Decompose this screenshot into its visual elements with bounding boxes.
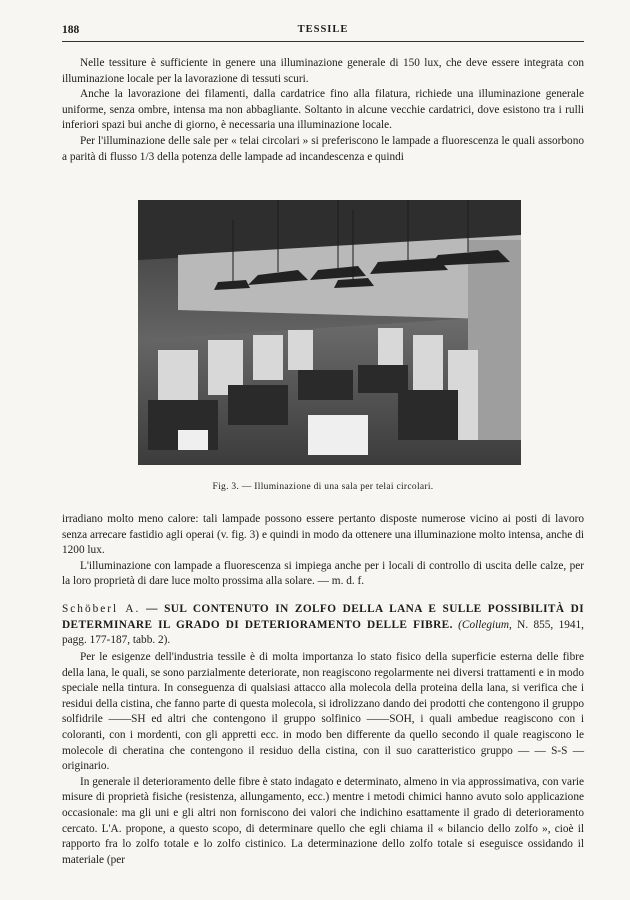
factory-photo [138, 200, 521, 465]
paragraph: L'illuminazione con lampade a fluorescenza si impiega anche per i locali di controllo di uscita delle calze, per la loro proprietà di dare luce molto prossima alla solare. — m. d. f. [62, 559, 584, 588]
paragraph: In generale il deterioramento delle fibre è stato indagato e determinato, almeno in via approssimativa, con varie misure di proprietà fisiche (resistenza, allungamento, ecc.) mentre i metodi chimici hanno avuto solo applicazione occasionale: ma gli uni e gli altri non forniscono dei valori che indichino esattamente il grado di deterioramento cercato. L'A. propone, a questo scopo, di determinare quello che egli chiama il « bilancio dello zolfo », cioè il rapporto fra lo zolfo totale e lo zolfo cistinico. La determinazione dello zolfo totale si eseguisce ossidando il materiale (per [62, 775, 584, 866]
header-rule [62, 41, 584, 42]
factory-photo-illustration [138, 200, 521, 465]
paragraph: Nelle tessiture è sufficiente in genere una illuminazione generale di 150 lux, che deve essere integrata con illuminazione locale per la lavorazione di tessuti scuri. [62, 57, 584, 85]
article-journal: (Collegium, [458, 618, 512, 631]
page-header [62, 24, 584, 40]
paragraph: Anche la lavorazione dei filamenti, dalla cardatrice fino alla filatura, richiede una illuminazione generale uniforme, senza ombre, intensa ma non abbagliante. Soltanto in alcune vecchie cardatrici, dove esistono tra i rulli inferiori spazi bui anche di giorno, è necessaria una illuminazione locale. [62, 88, 584, 132]
intro-text-block [62, 56, 584, 165]
paragraph: Per l'illuminazione delle sale per « telai circolari » si preferiscono le lampade a fluorescenza le quali assorbono a parità di flusso 1/3 della potenza delle lampade ad incandescenza e quindi [62, 134, 584, 163]
paragraph: Per le esigenze dell'industria tessile è di molta importanza lo stato fisico della superficie esterna delle fibre della lana, le quali, se sono parzialmente deteriorate, non reagiscono regolarmente nei diversi trattamenti e in modo speciale nella tintura. In conseguenza di qualsiasi attacco alla molecola della proteina della lana, si verifica che i residui della cistina, che fanno parte di questa molecola, si idrolizzano dando dei prodotti che contengono il gruppo solfidrile ——SH ed altri che contengono il gruppo solfinico ——SOH, i quali ambedue reagiscono con i coloranti, con i mordenti, con gli appretti ecc. in modo ben differente da quello secondo il quale reagiscono le molecole di cheratina che contengono il residuo della cistina, con il suo caratteristico gruppo — — S-S — originario. [62, 651, 584, 773]
article-heading [62, 602, 584, 649]
page-number: 188 [62, 24, 80, 36]
article-title: — SUL CONTENUTO IN ZOLFO DELLA LANA E SULLE POSSIBILITÀ DI DETERMINARE IL GRADO DI DETERIORAMENTO DELLE FIBRE. [62, 603, 584, 631]
article-author: Schöberl A. [62, 603, 141, 615]
article-body [62, 650, 584, 868]
paragraph: irradiano molto meno calore: tali lampade possono essere pertanto disposte numerose vicino ai posti di lavoro senza arrecare fastidio agli operai (v. fig. 3) e quindi in modo da ottenere una illuminazione molto intensa, anche di 1200 lux. [62, 513, 584, 557]
article-source-details: N. 855, 1941, pagg. 177-187, tabb. 2). [62, 618, 585, 647]
figure-caption: Fig. 3. — Illuminazione di una sala per telai circolari. [212, 482, 434, 492]
article-citation [62, 602, 584, 649]
running-title: TESSILE [297, 24, 349, 35]
continuation-text-block [62, 512, 584, 590]
